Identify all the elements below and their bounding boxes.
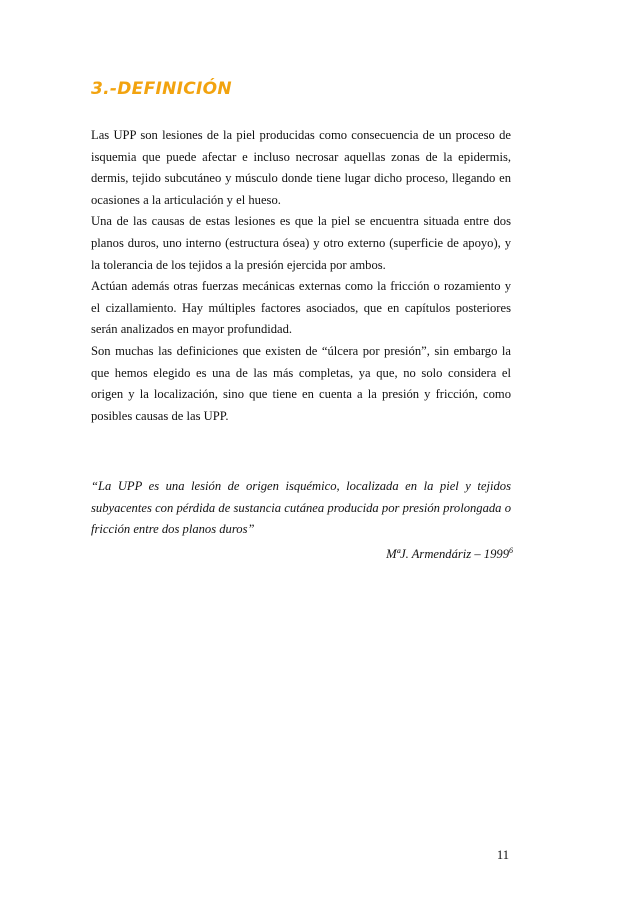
section-heading: 3.-DEFINICIÓN bbox=[91, 79, 232, 99]
paragraph-2: Una de las causas de estas lesiones es que la piel se encuentra situada entre dos planos duros, uno interno (estructura ósea) y otro externo (superficie de apoyo), y la tolerancia de los tejidos a la presión ejercida por ambos. bbox=[91, 214, 511, 272]
quote-attribution bbox=[386, 544, 513, 566]
paragraph-1: Las UPP son lesiones de la piel producidas como consecuencia de un proceso de isquemia que puede afectar e incluso necrosar aquellas zonas de la epidermis, dermis, tejido subcutáneo y músculo donde tiene lugar dicho proceso, llegando en ocasiones a la articulación y el hueso. bbox=[91, 128, 511, 207]
footnote-reference: 6 bbox=[509, 545, 513, 555]
body-text bbox=[91, 125, 511, 427]
definition-quote: “La UPP es una lesión de origen isquémico, localizada en la piel y tejidos subyacentes con pérdida de sustancia cutánea producida por presión prolongada o fricción entre dos planos duros” bbox=[91, 479, 511, 537]
paragraph-3: Actúan además otras fuerzas mecánicas externas como la fricción o rozamiento y el cizallamiento. Hay múltiples factores asociados, que en capítulos posteriores serán analizados en mayor profundidad. bbox=[91, 279, 511, 337]
page-number: 11 bbox=[496, 848, 509, 862]
paragraph-4: Son muchas las definiciones que existen de “úlcera por presión”, sin embargo la que hemos elegido es una de las más completas, ya que, no solo considera el origen y la localización, sino que tiene en cuenta a la presión y fricción, como posibles causas de las UPP. bbox=[91, 343, 511, 423]
quote-author: MªJ. Armendáriz – 1999 bbox=[386, 547, 509, 561]
